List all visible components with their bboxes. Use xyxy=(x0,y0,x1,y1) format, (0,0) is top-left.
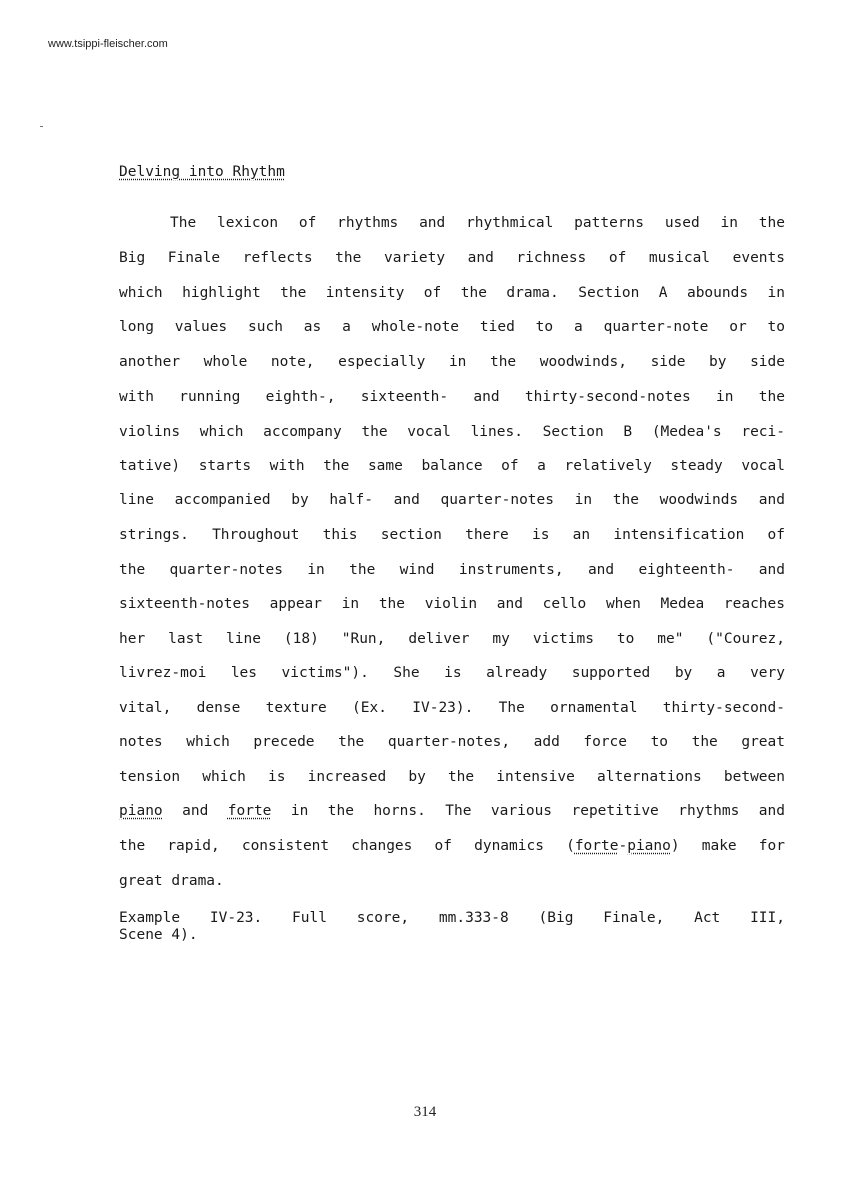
term-piano: piano xyxy=(627,838,671,854)
line-text: the rapid, consistent changes of dynamics ( xyxy=(119,838,575,854)
caption-line: Scene 4). xyxy=(119,927,198,943)
line-text: and xyxy=(162,803,228,819)
paragraph-line: the quarter-notes in the wind instruments, and eighteenth- and xyxy=(119,562,785,578)
line-text: ) make for xyxy=(670,838,785,854)
term-piano: piano xyxy=(119,803,163,819)
paragraph-line: tension which is increased by the intensive alternations between xyxy=(119,769,785,785)
paragraph-line: great drama. xyxy=(119,873,224,889)
paragraph-line: vital, dense texture (Ex. IV-23). The ornamental thirty-second- xyxy=(119,700,785,716)
caption-line: Example IV-23. Full score, mm.333-8 (Big Finale, Act III, xyxy=(119,910,785,926)
paragraph-line: which highlight the intensity of the drama. Section A abounds in xyxy=(119,285,785,301)
paragraph-line: strings. Throughout this section there is an intensification of xyxy=(119,527,785,543)
term-forte: forte xyxy=(574,838,619,854)
scan-speck xyxy=(40,126,43,127)
paragraph-line: sixteenth-notes appear in the violin and cello when Medea reaches xyxy=(119,596,785,612)
site-url[interactable]: www.tsippi-fleischer.com xyxy=(48,38,168,50)
paragraph-line: line accompanied by half- and quarter-notes in the woodwinds and xyxy=(119,492,785,508)
paragraph-line xyxy=(119,803,785,819)
line-text: in the horns. The various repetitive rhythms and xyxy=(271,803,785,819)
paragraph-line: The lexicon of rhythms and rhythmical patterns used in the xyxy=(170,215,785,231)
paragraph-line xyxy=(119,838,785,854)
paragraph-line: livrez-moi les victims"). She is already supported by a very xyxy=(119,665,785,681)
paragraph-line: violins which accompany the vocal lines. Section B (Medea's reci- xyxy=(119,424,785,440)
paragraph-line: Big Finale reflects the variety and richness of musical events xyxy=(119,250,785,266)
paragraph-line: tative) starts with the same balance of a relatively steady vocal xyxy=(119,458,785,474)
section-heading: Delving into Rhythm xyxy=(119,164,285,180)
page-number: 314 xyxy=(413,1104,437,1120)
paragraph-line: long values such as a whole-note tied to a quarter-note or to xyxy=(119,319,785,335)
paragraph-line: with running eighth-, sixteenth- and thirty-second-notes in the xyxy=(119,389,785,405)
paragraph-line: notes which precede the quarter-notes, add force to the great xyxy=(119,734,785,750)
paragraph-line: another whole note, especially in the woodwinds, side by side xyxy=(119,354,785,370)
line-text: - xyxy=(618,838,628,854)
term-forte: forte xyxy=(227,803,272,819)
paragraph-line: her last line (18) "Run, deliver my victims to me" ("Courez, xyxy=(119,631,785,647)
